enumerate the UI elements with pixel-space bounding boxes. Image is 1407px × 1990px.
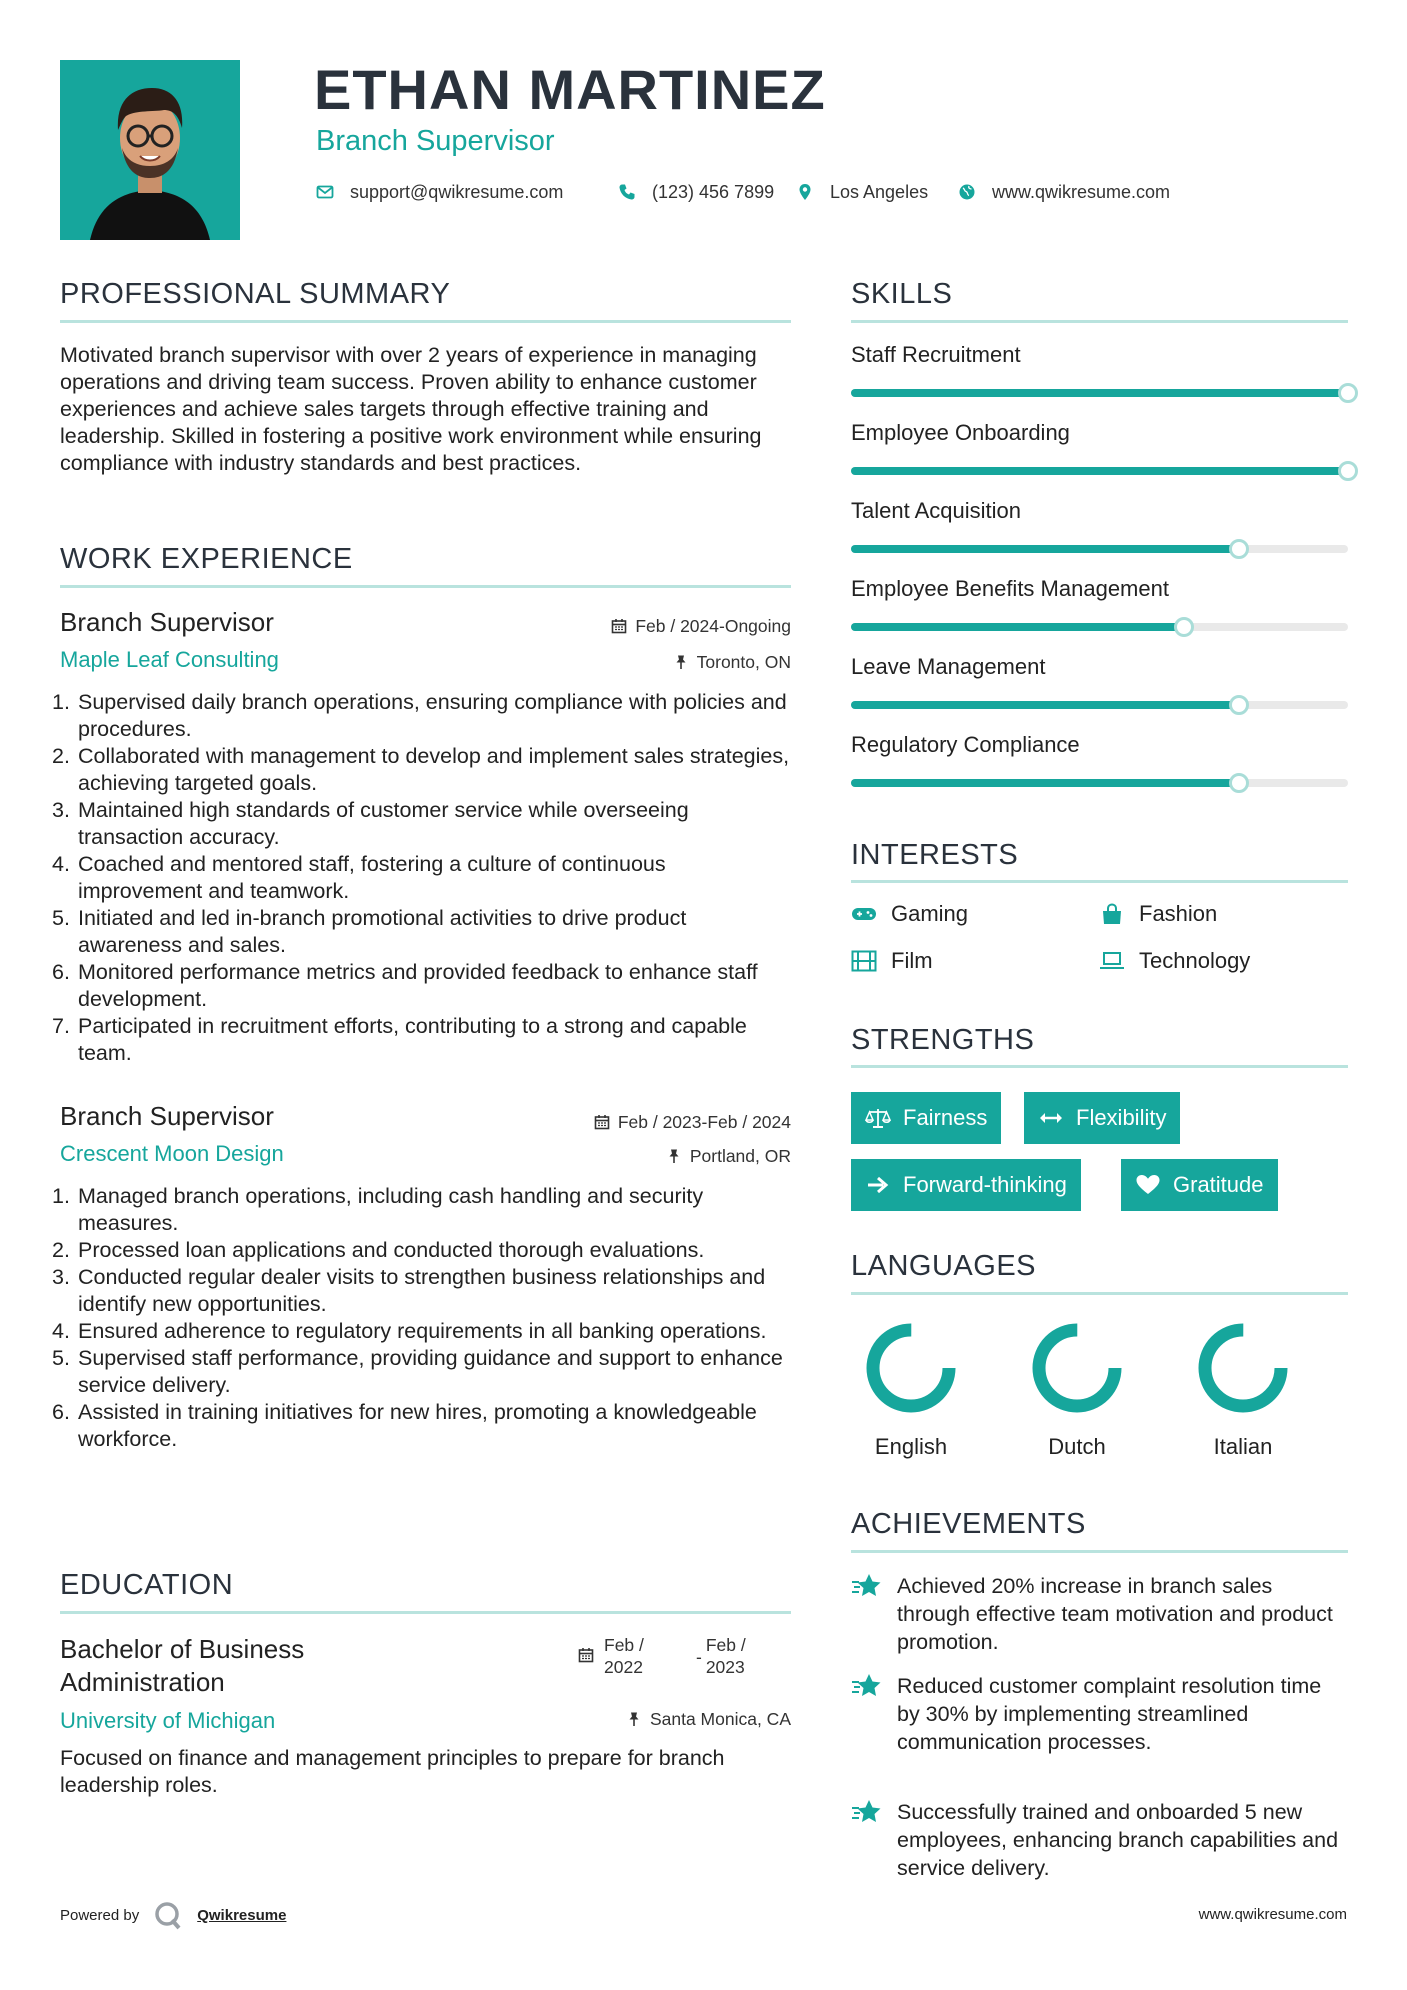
list-item: 1. Managed branch operations, including cash handling and security measures. [52, 1184, 704, 1235]
education-description: Focused on finance and management principles to prepare for branch leadership roles. [60, 1746, 725, 1797]
strength-label: Gratitude [1173, 1172, 1264, 1197]
pushpin-icon [666, 1148, 682, 1164]
contact-phone[interactable] [618, 180, 774, 204]
skill-level-bar [851, 623, 1348, 631]
skill-level-knob [1229, 773, 1249, 793]
skill-level-knob [1338, 461, 1358, 481]
list-item: 5. Initiated and led in-branch promotional activities to drive product awareness and sales. [52, 906, 687, 957]
contact-location [796, 180, 928, 204]
skill-label: Regulatory Compliance [851, 732, 1080, 757]
education-heading: EDUCATION [60, 1569, 234, 1601]
footer-powered-by [60, 1900, 286, 1930]
education-location-text: Santa Monica, CA [649, 1709, 791, 1729]
list-item: 2. Collaborated with management to develop and implement sales strategies, achieving targeted goals. [52, 744, 790, 795]
section-divider [60, 585, 791, 588]
achievement-item [851, 1672, 1348, 1756]
language-label: Dutch [1048, 1434, 1106, 1459]
contact-phone-text: (123) 456 7899 [652, 181, 775, 202]
language-proficiency-ring [1027, 1318, 1127, 1418]
calendar-icon [578, 1647, 594, 1663]
section-divider [851, 1292, 1348, 1295]
list-item: 3. Maintained high standards of customer service while overseeing transaction accuracy. [52, 798, 689, 849]
arrow-right-icon [865, 1173, 891, 1197]
skill-level-fill [851, 467, 1348, 475]
language-label: English [874, 1434, 948, 1459]
skill-level-knob [1229, 695, 1249, 715]
strength-forward-thinking [851, 1159, 1081, 1211]
phone-icon [618, 183, 636, 201]
strength-label: Fairness [903, 1105, 988, 1130]
pushpin-icon [673, 654, 689, 670]
contact-location-text: Los Angeles [830, 181, 929, 202]
interests-heading: INTERESTS [851, 839, 1019, 871]
strength-fairness [851, 1092, 1001, 1144]
job-2-company: Crescent Moon Design [60, 1141, 284, 1166]
pushpin-icon [626, 1711, 642, 1727]
candidate-name: ETHAN MARTINEZ [314, 58, 826, 121]
list-item: 2. Processed loan applications and conducted thorough evaluations. [52, 1238, 705, 1262]
balance-scale-icon [865, 1106, 891, 1130]
skill-level-bar [851, 389, 1348, 397]
qwikresume-link[interactable]: Qwikresume [197, 1906, 287, 1924]
skill-level-fill [851, 545, 1239, 553]
job-1-location [673, 651, 791, 673]
list-item: 7. Participated in recruitment efforts, contributing to a strong and capable team. [52, 1014, 747, 1065]
job-2-location [666, 1145, 791, 1167]
skill-label: Staff Recruitment [851, 342, 1021, 367]
person-avatar-icon [60, 60, 240, 240]
school-name: University of Michigan [60, 1708, 276, 1733]
summary-text: Motivated branch supervisor with over 2 years of experience in managing operations and driving team success. Proven ability to enhance customer experiences and achieve sales targets through effective training and leadership. Skilled in fostering a positive work environment while ensuring compliance with industry standards and best practices. [60, 343, 762, 475]
list-item: 4. Ensured adherence to regulatory requirements in all banking operations. [52, 1319, 767, 1343]
strength-label: Forward-thinking [903, 1172, 1067, 1197]
skill-level-knob [1229, 539, 1249, 559]
achievement-item [851, 1572, 1348, 1656]
interest-fashion [1099, 901, 1217, 927]
skill-label: Talent Acquisition [851, 498, 1021, 523]
skill-level-bar [851, 545, 1348, 553]
heart-icon [1135, 1173, 1161, 1197]
interest-label: Fashion [1139, 901, 1218, 926]
strength-flexibility [1024, 1092, 1180, 1144]
job-2-title: Branch Supervisor [60, 1101, 274, 1131]
section-divider [851, 320, 1348, 323]
section-divider [851, 880, 1348, 883]
skill-level-fill [851, 779, 1239, 787]
film-icon [851, 950, 877, 972]
education-date [578, 1634, 762, 1678]
skill-level-fill [851, 623, 1184, 631]
powered-by-label: Powered by [60, 1906, 140, 1924]
achievement-item [851, 1798, 1348, 1882]
list-item: 4. Coached and mentored staff, fostering a culture of continuous improvement and teamwork. [52, 852, 666, 903]
job-2-bullets [52, 1183, 791, 1453]
language-proficiency-ring [1193, 1318, 1293, 1418]
strengths-heading: STRENGTHS [851, 1024, 1035, 1056]
calendar-icon [611, 618, 627, 634]
job-1-title: Branch Supervisor [60, 607, 274, 637]
interest-technology [1099, 948, 1250, 974]
list-item: 6. Monitored performance metrics and provided feedback to enhance staff development. [52, 960, 758, 1011]
education-location [626, 1708, 791, 1730]
list-item: 5. Supervised staff performance, providing guidance and support to enhance service delivery. [52, 1346, 783, 1397]
laptop-icon [1099, 950, 1125, 972]
globe-icon [958, 183, 976, 201]
skill-level-bar [851, 467, 1348, 475]
job-1-company: Maple Leaf Consulting [60, 647, 279, 672]
education-date-start: Feb / 2022 [604, 1635, 644, 1677]
languages-heading: LANGUAGES [851, 1250, 1036, 1282]
interest-film [851, 948, 933, 974]
language-label: Italian [1213, 1434, 1273, 1459]
section-divider [851, 1550, 1348, 1553]
achievement-text: Reduced customer complaint resolution time by 30% by implementing streamlined communication processes. [897, 1674, 1322, 1754]
arrows-horizontal-icon [1038, 1106, 1064, 1130]
shopping-bag-icon [1099, 903, 1125, 925]
interest-label: Gaming [891, 901, 969, 926]
achievement-text: Successfully trained and onboarded 5 new employees, enhancing branch capabilities and service delivery. [897, 1800, 1339, 1880]
job-1-date [611, 615, 791, 637]
achievement-text: Achieved 20% increase in branch sales through effective team motivation and product promotion. [897, 1574, 1333, 1654]
footer-url[interactable]: www.qwikresume.com [1198, 1906, 1347, 1923]
skill-level-bar [851, 701, 1348, 709]
map-pin-icon [796, 183, 814, 201]
language-proficiency-ring [861, 1318, 961, 1418]
skill-level-fill [851, 389, 1348, 397]
experience-heading: WORK EXPERIENCE [60, 543, 353, 575]
contact-website[interactable] [958, 180, 1170, 204]
section-divider [60, 320, 791, 323]
strength-label: Flexibility [1076, 1105, 1167, 1130]
skill-level-knob [1338, 383, 1358, 403]
interest-label: Technology [1139, 948, 1251, 973]
gamepad-icon [851, 903, 877, 925]
summary-heading: PROFESSIONAL SUMMARY [60, 278, 451, 310]
skill-label: Employee Benefits Management [851, 576, 1169, 601]
star-icon [851, 1672, 883, 1700]
candidate-title: Branch Supervisor [316, 125, 555, 157]
star-icon [851, 1798, 883, 1826]
skill-label: Leave Management [851, 654, 1046, 679]
job-1-bullets [52, 689, 791, 1067]
achievements-heading: ACHIEVEMENTS [851, 1508, 1086, 1540]
job-1-location-text: Toronto, ON [696, 652, 791, 672]
skill-level-bar [851, 779, 1348, 787]
star-icon [851, 1572, 883, 1600]
contact-email[interactable] [316, 180, 563, 204]
degree-title: Bachelor of Business Administration [60, 1634, 305, 1697]
skill-level-fill [851, 701, 1239, 709]
contact-email-text: support@qwikresume.com [350, 181, 564, 202]
interest-label: Film [891, 948, 933, 973]
skills-heading: SKILLS [851, 278, 953, 310]
job-1-date-text: Feb / 2024-Ongoing [635, 616, 791, 636]
contact-website-text: www.qwikresume.com [992, 181, 1171, 202]
list-item: 6. Assisted in training initiatives for new hires, promoting a knowledgeable workforce. [52, 1400, 757, 1451]
section-divider [851, 1065, 1348, 1068]
interest-gaming [851, 901, 968, 927]
skill-level-knob [1174, 617, 1194, 637]
strength-gratitude [1121, 1159, 1278, 1211]
envelope-icon [316, 183, 334, 201]
skill-label: Employee Onboarding [851, 420, 1070, 445]
profile-photo [60, 60, 240, 240]
calendar-icon [594, 1114, 610, 1130]
education-date-end: Feb / 2023 [705, 1635, 746, 1677]
list-item: 1. Supervised daily branch operations, ensuring compliance with policies and procedures. [52, 690, 787, 741]
qwikresume-logo-icon [153, 1900, 183, 1930]
job-2-location-text: Portland, OR [689, 1146, 791, 1166]
education-date-separator: - [696, 1647, 702, 1667]
list-item: 3. Conducted regular dealer visits to strengthen business relationships and identify new opportunities. [52, 1265, 766, 1316]
job-2-date-text: Feb / 2023-Feb / 2024 [617, 1112, 791, 1132]
job-2-date [594, 1111, 791, 1133]
section-divider [60, 1611, 791, 1614]
